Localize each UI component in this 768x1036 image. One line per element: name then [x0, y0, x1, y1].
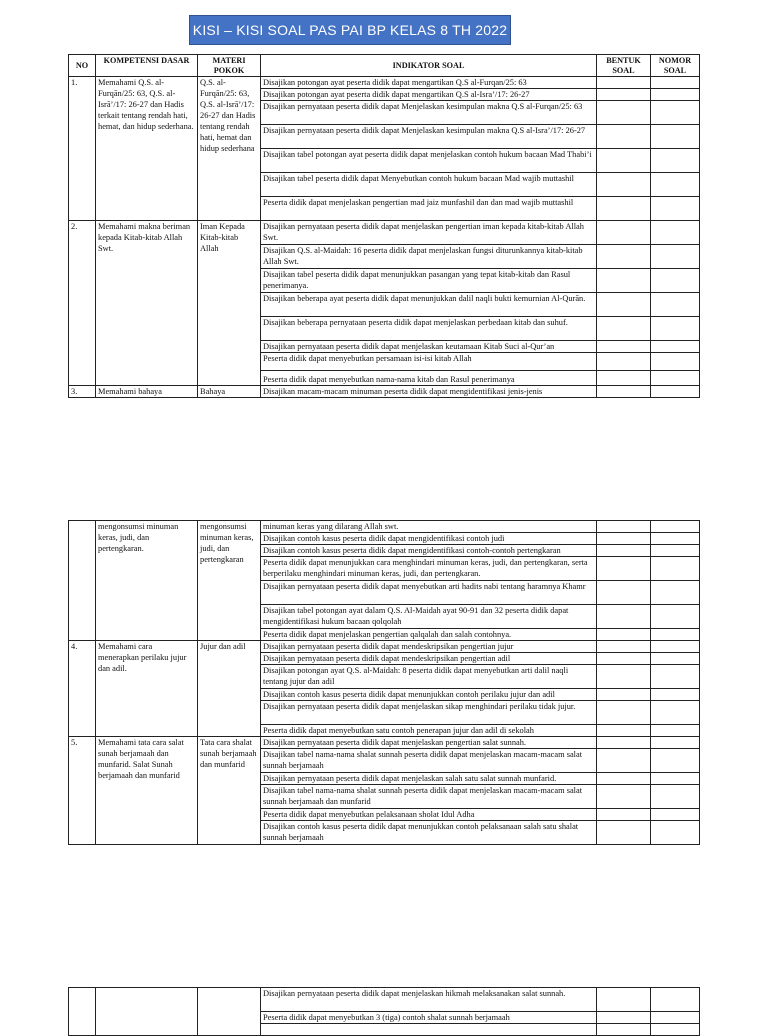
cell-nomor-soal — [651, 173, 700, 197]
kisi-table-page-3 — [68, 987, 700, 1036]
cell-bentuk-soal — [597, 77, 651, 89]
cell-nomor-soal — [651, 749, 700, 773]
cell-indikator: Disajikan contoh kasus peserta didik dapat mengidentifikasi contoh-contoh pertengkaran — [261, 545, 597, 557]
cell-bentuk-soal — [597, 101, 651, 125]
cell-nomor-soal — [651, 221, 700, 245]
cell-kompetensi-dasar: Memahami bahaya — [96, 386, 198, 398]
cell-materi-pokok: Iman Kepada Kitab-kitab Allah — [198, 221, 261, 386]
cell-indikator: Disajikan beberapa pernyataan peserta didik dapat menjelaskan perbedaan kitab dan suhuf. — [261, 317, 597, 341]
cell-indikator: Disajikan pernyataan peserta didik dapat menjelaskan pengertian iman kepada kitab-kitab Allah Swt. — [261, 221, 597, 245]
cell-bentuk-soal — [597, 545, 651, 557]
cell-nomor-soal — [651, 809, 700, 821]
cell-bentuk-soal — [597, 317, 651, 341]
cell-bentuk-soal — [597, 629, 651, 641]
cell-indikator: Disajikan pernyataan peserta didik dapat menjelaskan hikmah melaksanakan salat sunnah. — [261, 988, 597, 1012]
cell-bentuk-soal — [597, 701, 651, 725]
cell-indikator: Disajikan tabel nama-nama shalat sunnah peserta didik dapat menjelaskan macam-macam salat sunnah berjamaah dan munfarid — [261, 785, 597, 809]
cell-indikator: Disajikan pernyataan peserta didik dapat mendeskripsikan pengertian jujur — [261, 641, 597, 653]
cell-nomor-soal — [651, 581, 700, 605]
cell-nomor-soal — [651, 77, 700, 89]
cell-bentuk-soal — [597, 988, 651, 1012]
cell-bentuk-soal — [597, 221, 651, 245]
cell-indikator: Peserta didik dapat menyebutkan 3 (tiga) contoh shalat sunnah berjamaah — [261, 1012, 597, 1024]
cell-indikator: Disajikan tabel peserta didik dapat menunjukkan pasangan yang tepat kitab-kitab dan Rasul penerimanya. — [261, 269, 597, 293]
cell-nomor-soal — [651, 737, 700, 749]
cell-nomor-soal — [651, 1012, 700, 1024]
cell-nomor-soal — [651, 641, 700, 653]
cell-kompetensi-dasar: Memahami cara menerapkan perilaku jujur dan adil. — [96, 641, 198, 737]
kisi-table-page-2 — [68, 520, 700, 845]
table-header-row — [69, 55, 700, 77]
cell-bentuk-soal — [597, 809, 651, 821]
cell-indikator: Disajikan contoh kasus peserta didik dapat mengidentifikasi contoh judi — [261, 533, 597, 545]
header-indikator-soal: INDIKATOR SOAL — [261, 55, 597, 77]
header-bentuk-soal: BENTUK SOAL — [597, 55, 651, 77]
cell-bentuk-soal — [597, 821, 651, 845]
table-row — [69, 77, 700, 89]
cell-bentuk-soal — [597, 737, 651, 749]
cell-nomor-soal — [651, 545, 700, 557]
cell-no — [69, 521, 96, 641]
header-no: NO — [69, 55, 96, 77]
cell-nomor-soal — [651, 125, 700, 149]
table-row — [69, 988, 700, 1012]
cell-nomor-soal — [651, 557, 700, 581]
header-kompetensi-dasar: KOMPETENSI DASAR — [96, 55, 198, 77]
cell-nomor-soal — [651, 197, 700, 221]
cell-indikator: Peserta didik dapat menjelaskan pengertian mad jaiz munfashil dan dan mad wajib muttashil — [261, 197, 597, 221]
cell-no: 5. — [69, 737, 96, 845]
cell-indikator: Disajikan tabel peserta didik dapat Menyebutkan contoh hukum bacaan Mad wajib muttashil — [261, 173, 597, 197]
cell-nomor-soal — [651, 293, 700, 317]
cell-no: 2. — [69, 221, 96, 386]
cell-kompetensi-dasar: Memahami makna beriman kepada Kitab-kitab Allah Swt. — [96, 221, 198, 386]
cell-indikator: Disajikan pernyataan peserta didik dapat menjelaskan sikap menghindari perilaku tidak jujur. — [261, 701, 597, 725]
cell-indikator: minuman keras yang dilarang Allah swt. — [261, 521, 597, 533]
cell-kompetensi-dasar: Memahami Q.S. al-Furqān/25: 63, Q.S. al-Isrā’/17: 26-27 dan Hadis terkait tentang rendah hati, hemat, dan hidup sederhana. — [96, 77, 198, 221]
cell-bentuk-soal — [597, 665, 651, 689]
table-row — [69, 221, 700, 245]
cell-bentuk-soal — [597, 269, 651, 293]
cell-nomor-soal — [651, 629, 700, 641]
cell-no: 1. — [69, 77, 96, 221]
cell-indikator: Peserta didik dapat menyebutkan satu contoh penerapan jujur dan adil di sekolah — [261, 725, 597, 737]
cell-kompetensi-dasar: Memahami tata cara salat sunah berjamaah dan munfarid. Salat Sunah berjamaah dan munfarid — [96, 737, 198, 845]
table-row — [69, 386, 700, 398]
cell-indikator: Disajikan potongan ayat Q.S. al-Maidah: 8 peserta didik dapat menyebutkan arti dalil naqli tentang jujur dan adil — [261, 665, 597, 689]
table-row — [69, 641, 700, 653]
cell-bentuk-soal — [597, 245, 651, 269]
cell-bentuk-soal — [597, 725, 651, 737]
cell-indikator: Disajikan Q.S. al-Maidah: 16 peserta didik dapat menjelaskan fungsi diturunkannya kitab-kitab Allah Swt. — [261, 245, 597, 269]
cell-materi-pokok: Tata cara shalat sunah berjamaah dan munfarid — [198, 737, 261, 845]
cell-nomor-soal — [651, 665, 700, 689]
cell-bentuk-soal — [597, 125, 651, 149]
cell-bentuk-soal — [597, 1024, 651, 1036]
cell-materi-pokok: Bahaya — [198, 386, 261, 398]
cell-indikator: Disajikan pernyataan peserta didik dapat menyebutkan arti hadits nabi tentang haramnya Khamr — [261, 581, 597, 605]
cell-indikator: Disajikan pernyataan peserta didik dapat mendeskripsikan pengertian adil — [261, 653, 597, 665]
cell-nomor-soal — [651, 821, 700, 845]
cell-nomor-soal — [651, 773, 700, 785]
cell-indikator: Peserta didik dapat menyebutkan persamaan isi-isi kitab Allah — [261, 353, 597, 371]
cell-bentuk-soal — [597, 521, 651, 533]
cell-indikator: Disajikan pernyataan peserta didik dapat Menjelaskan kesimpulan makna Q.S al-Isra’/17: 26-27 — [261, 125, 597, 149]
cell-bentuk-soal — [597, 641, 651, 653]
cell-no: 4. — [69, 641, 96, 737]
cell-bentuk-soal — [597, 341, 651, 353]
header-materi-pokok: MATERI POKOK — [198, 55, 261, 77]
header-nomor-soal: NOMOR SOAL — [651, 55, 700, 77]
cell-indikator: Disajikan pernyataan peserta didik dapat menjelaskan pengertian salat sunnah. — [261, 737, 597, 749]
cell-nomor-soal — [651, 245, 700, 269]
cell-bentuk-soal — [597, 653, 651, 665]
cell-nomor-soal — [651, 353, 700, 371]
cell-bentuk-soal — [597, 557, 651, 581]
cell-indikator — [261, 1024, 597, 1036]
cell-bentuk-soal — [597, 197, 651, 221]
cell-bentuk-soal — [597, 89, 651, 101]
cell-nomor-soal — [651, 988, 700, 1012]
cell-nomor-soal — [651, 605, 700, 629]
cell-indikator: Peserta didik dapat menjelaskan pengertian qalqalah dan salah contohnya. — [261, 629, 597, 641]
cell-nomor-soal — [651, 653, 700, 665]
cell-indikator: Peserta didik dapat menyebutkan pelaksanaan sholat Idul Adha — [261, 809, 597, 821]
cell-bentuk-soal — [597, 581, 651, 605]
cell-bentuk-soal — [597, 533, 651, 545]
document-title: KISI – KISI SOAL PAS PAI BP KELAS 8 TH 2022 — [189, 15, 511, 45]
cell-bentuk-soal — [597, 353, 651, 371]
cell-indikator: Disajikan beberapa ayat peserta didik dapat menunjukkan dalil naqli bukti kemurnian Al-Qurān. — [261, 293, 597, 317]
cell-bentuk-soal — [597, 386, 651, 398]
cell-no — [69, 988, 96, 1036]
cell-nomor-soal — [651, 386, 700, 398]
cell-nomor-soal — [651, 1024, 700, 1036]
cell-nomor-soal — [651, 725, 700, 737]
cell-indikator: Disajikan tabel potongan ayat peserta didik dapat menjelaskan contoh hukum bacaan Mad Thabi’i — [261, 149, 597, 173]
cell-bentuk-soal — [597, 749, 651, 773]
cell-bentuk-soal — [597, 785, 651, 809]
cell-bentuk-soal — [597, 173, 651, 197]
cell-bentuk-soal — [597, 293, 651, 317]
cell-nomor-soal — [651, 89, 700, 101]
cell-indikator: Disajikan contoh kasus peserta didik dapat menunjukkan contoh pelaksanaan salah satu shalat sunnah berjamaah — [261, 821, 597, 845]
cell-indikator: Disajikan tabel nama-nama shalat sunnah peserta didik dapat menjelaskan macam-macam salat sunnah berjamaah — [261, 749, 597, 773]
cell-kompetensi-dasar — [96, 988, 198, 1036]
cell-nomor-soal — [651, 371, 700, 386]
cell-nomor-soal — [651, 269, 700, 293]
cell-indikator: Disajikan potongan ayat peserta didik dapat mengartikan Q.S al-Isra’/17: 26-27 — [261, 89, 597, 101]
cell-nomor-soal — [651, 341, 700, 353]
cell-nomor-soal — [651, 785, 700, 809]
cell-indikator: Disajikan pernyataan peserta didik dapat menjelaskan keutamaan Kitab Suci al-Qur’an — [261, 341, 597, 353]
cell-indikator: Disajikan contoh kasus peserta didik dapat menunjukkan contoh perilaku jujur dan adil — [261, 689, 597, 701]
cell-indikator: Peserta didik dapat menyebutkan nama-nama kitab dan Rasul penerimanya — [261, 371, 597, 386]
cell-indikator: Peserta didik dapat menunjukkan cara menghindari minuman keras, judi, dan pertengkaran, serta berperilaku menghindari minuman keras, judi, dan pertengkaran. — [261, 557, 597, 581]
cell-indikator: Disajikan macam-macam minuman peserta didik dapat mengidentifikasi jenis-jenis — [261, 386, 597, 398]
cell-indikator: Disajikan pernyataan peserta didik dapat Menjelaskan kesimpulan makna Q.S al-Furqan/25: 63 — [261, 101, 597, 125]
cell-no: 3. — [69, 386, 96, 398]
cell-bentuk-soal — [597, 689, 651, 701]
cell-kompetensi-dasar: mengonsumsi minuman keras, judi, dan pertengkaran. — [96, 521, 198, 641]
cell-indikator: Disajikan potongan ayat peserta didik dapat mengartikan Q.S al-Furqan/25: 63 — [261, 77, 597, 89]
cell-materi-pokok: mengonsumsi minuman keras, judi, dan pertengkaran — [198, 521, 261, 641]
cell-bentuk-soal — [597, 371, 651, 386]
cell-nomor-soal — [651, 101, 700, 125]
cell-indikator: Disajikan pernyataan peserta didik dapat menjelaskan salah satu salat sunnah munfarid. — [261, 773, 597, 785]
cell-indikator: Disajikan tabel potongan ayat dalam Q.S. Al-Maidah ayat 90-91 dan 32 peserta didik dapat mengidentifikasi hukum bacaan qolqolah — [261, 605, 597, 629]
cell-nomor-soal — [651, 701, 700, 725]
table-row — [69, 737, 700, 749]
cell-bentuk-soal — [597, 149, 651, 173]
cell-bentuk-soal — [597, 1012, 651, 1024]
cell-bentuk-soal — [597, 605, 651, 629]
cell-materi-pokok — [198, 988, 261, 1036]
cell-materi-pokok: Jujur dan adil — [198, 641, 261, 737]
cell-bentuk-soal — [597, 773, 651, 785]
cell-nomor-soal — [651, 689, 700, 701]
cell-nomor-soal — [651, 317, 700, 341]
cell-nomor-soal — [651, 533, 700, 545]
table-row — [69, 521, 700, 533]
kisi-table-page-1 — [68, 54, 700, 398]
cell-nomor-soal — [651, 149, 700, 173]
cell-nomor-soal — [651, 521, 700, 533]
cell-materi-pokok: Q.S. al-Furqān/25: 63, Q.S. al-Isrā’/17: 26-27 dan Hadis tentang rendah hati, hemat dan hidup sederhana — [198, 77, 261, 221]
